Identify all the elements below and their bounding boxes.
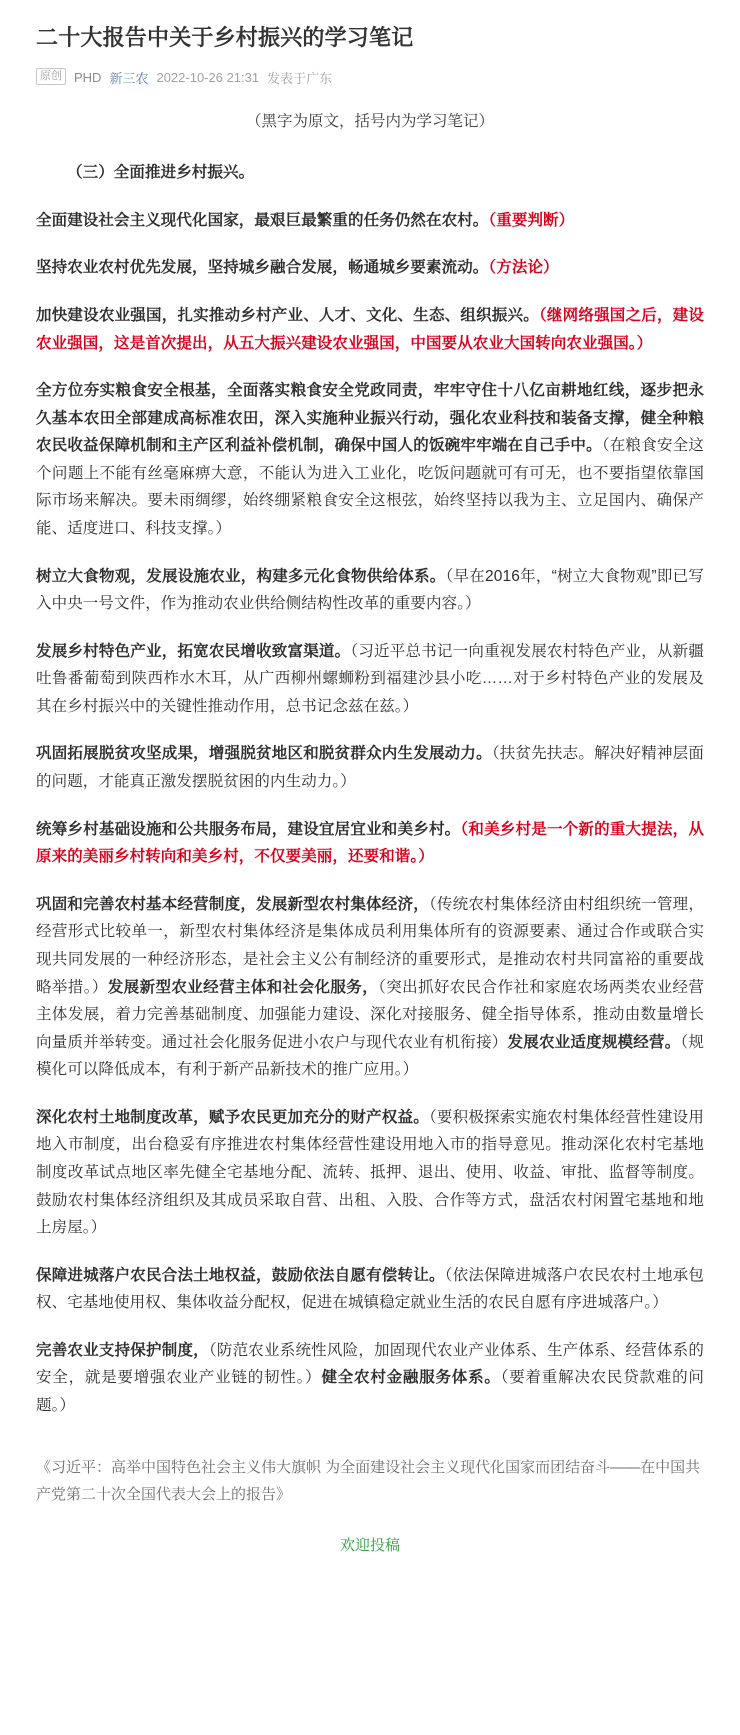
account-name[interactable]: 新三农 <box>109 70 149 86</box>
p-agri-power <box>36 302 704 357</box>
original-text: 加快建设农业强国，扎实推动乡村产业、人才、文化、生态、组织振兴。 <box>36 306 539 324</box>
original-text: 全面建设社会主义现代化国家，最艰巨最繁重的任务仍然在农村。 <box>36 211 489 229</box>
original-text: 统筹乡村基础设施和公共服务布局，建设宜居宜业和美乡村。 <box>36 820 461 838</box>
study-note: （传统农村集体经济由村组织统一管理，经营形式比较单一，新型农村集体经济是集体成员利用集体所有的资源要素、通过合作或联合实现共同发展的一种经济形态，是社会主义公有制经济的重要形式，是推动农村共同富裕的重要战略举措。） <box>36 895 704 996</box>
study-note: （防范农业系统性风险，加固现代农业产业体系、生产体系、经营体系的安全，就是要增强农业产业链的韧性。） <box>36 1341 705 1387</box>
submission-cta[interactable]: 欢迎投稿 <box>339 1536 400 1554</box>
p-settled-farmers <box>36 1262 704 1317</box>
original-text: 完善农业支持保护制度， <box>36 1341 209 1359</box>
study-note: （扶贫先扶志。解决好精神层面的问题，才能真正激发摆脱贫困的内生动力。） <box>36 745 704 791</box>
study-note: （在粮食安全这个问题上不能有丝毫麻痹大意，不能认为进入工业化，吃饭问题就可有可无，也不要指望依靠国际市场来解决。要未雨绸缪，始终绷紧粮食安全这根弦，始终坚持以我为主、立足国内、确保产能、适度进口、科技支撑。） <box>36 437 704 538</box>
study-note: （早在2016年，“树立大食物观”即已写入中央一号文件，作为推动农业供给侧结构性改革的重要内容。） <box>36 567 704 613</box>
original-text: 坚持农业农村优先发展，坚持城乡融合发展，畅通城乡要素流动。 <box>36 259 489 277</box>
p-rural-operation-system <box>36 891 704 1084</box>
author-name[interactable]: PHD <box>74 69 102 85</box>
original-text: 发展农业适度规模经营。 <box>507 1033 681 1051</box>
page-title: 二十大报告中关于乡村振兴的学习笔记 <box>36 25 414 50</box>
publish-date: 2022-10-26 21:31 <box>156 69 260 85</box>
original-text: 深化农村土地制度改革，赋予农民更加充分的财产权益。 <box>36 1108 429 1126</box>
p-specialty-industry <box>36 638 704 721</box>
study-note: （重要判断） <box>488 211 575 229</box>
study-note: （方法论） <box>488 259 559 277</box>
original-text: 发展乡村特色产业，拓宽农民增收致富渠道。 <box>36 642 351 660</box>
original-text: 保障进城落户农民合法土地权益，鼓励依法自愿有偿转让。 <box>36 1266 445 1284</box>
original-text: 健全农村金融服务体系。 <box>321 1369 501 1387</box>
study-note: （和美乡村是一个新的重大提法，从原来的美丽乡村转向和美乡村，不仅要美丽，还要和谐。） <box>36 820 705 866</box>
original-text: （三）全面推进乡村振兴。 <box>67 164 255 182</box>
article-meta <box>36 68 704 87</box>
p-support-protection <box>36 1337 704 1420</box>
original-badge: 原创 <box>36 68 66 85</box>
original-text: 发展新型农业经营主体和社会化服务， <box>107 978 379 996</box>
p-infrastructure <box>36 816 704 871</box>
p-priority-development <box>36 254 704 282</box>
p-section-heading <box>36 159 704 187</box>
study-note: （规模化可以降低成本，有利于新产品新技术的推广应用。） <box>36 1033 704 1079</box>
p-modernization <box>36 207 704 235</box>
publish-location: 发表于广东 <box>267 70 333 86</box>
original-text: 树立大食物观，发展设施农业，构建多元化食物供给体系。 <box>36 567 446 585</box>
source-citation: 《习近平：高举中国特色社会主义伟大旗帜 为全面建设社会主义现代化国家而团结奋斗——在中国共产党第二十次全国代表大会上的报告》 <box>36 1458 701 1503</box>
p-food-security <box>36 377 704 542</box>
legend-note: （黑字为原文，括号内为学习笔记） <box>245 112 494 130</box>
p-big-food <box>36 563 704 618</box>
study-note: （要积极探索实施农村集体经营性建设用地入市制度，出台稳妥有序推进农村集体经营性建设用地入市的指导意见。推动深化农村宅基地制度改革试点地区率先健全宅基地分配、流转、抵押、退出、使用、收益、审批、监督等制度。鼓励农村集体经济组织及其成员采取自营、出租、入股、合作等方式，盘活农村闲置宅基地和地上房屋。） <box>36 1108 704 1237</box>
article-body <box>36 159 704 1419</box>
study-note: （要着重解决农民贷款难的问题。） <box>36 1369 704 1415</box>
p-land-reform <box>36 1104 704 1242</box>
original-text: 巩固拓展脱贫攻坚成果，增强脱贫地区和脱贫群众内生发展动力。 <box>36 745 492 763</box>
study-note: （习近平总书记一向重视发展农村特色产业，从新疆吐鲁番葡萄到陕西柞水木耳，从广西柳州螺蛳粉到福建沙县小吃……对于乡村特色产业的发展及其在乡村振兴中的关键性推动作用，总书记念兹在兹。） <box>36 642 704 715</box>
study-note: （继网络强国之后，建设农业强国，这是首次提出，从五大振兴建设农业强国，中国要从农业大国转向农业强国。） <box>36 306 704 352</box>
study-note: （依法保障进城落户农民农村土地承包权、宅基地使用权、集体收益分配权，促进在城镇稳定就业生活的农民自愿有序进城落户。） <box>36 1266 705 1312</box>
p-poverty-alleviation <box>36 740 704 795</box>
original-text: 全方位夯实粮食安全根基，全面落实粮食安全党政同责，牢牢守住十八亿亩耕地红线，逐步把永久基本农田全部建成高标准农田，深入实施种业振兴行动，强化农业科技和装备支撑，健全种粮农民收益保障机制和主产区利益补偿机制，确保中国人的饭碗牢牢端在自己手中。 <box>36 382 704 455</box>
original-text: 巩固和完善农村基本经营制度，发展新型农村集体经济， <box>36 895 429 913</box>
study-note: （突出抓好农民合作社和家庭农场两类农业经营主体发展，着力完善基础制度、加强能力建设、深化对接服务、健全指导体系，推动由数量增长向量质并举转变。通过社会化服务促进小农户与现代农业有机衔接） <box>36 978 704 1051</box>
